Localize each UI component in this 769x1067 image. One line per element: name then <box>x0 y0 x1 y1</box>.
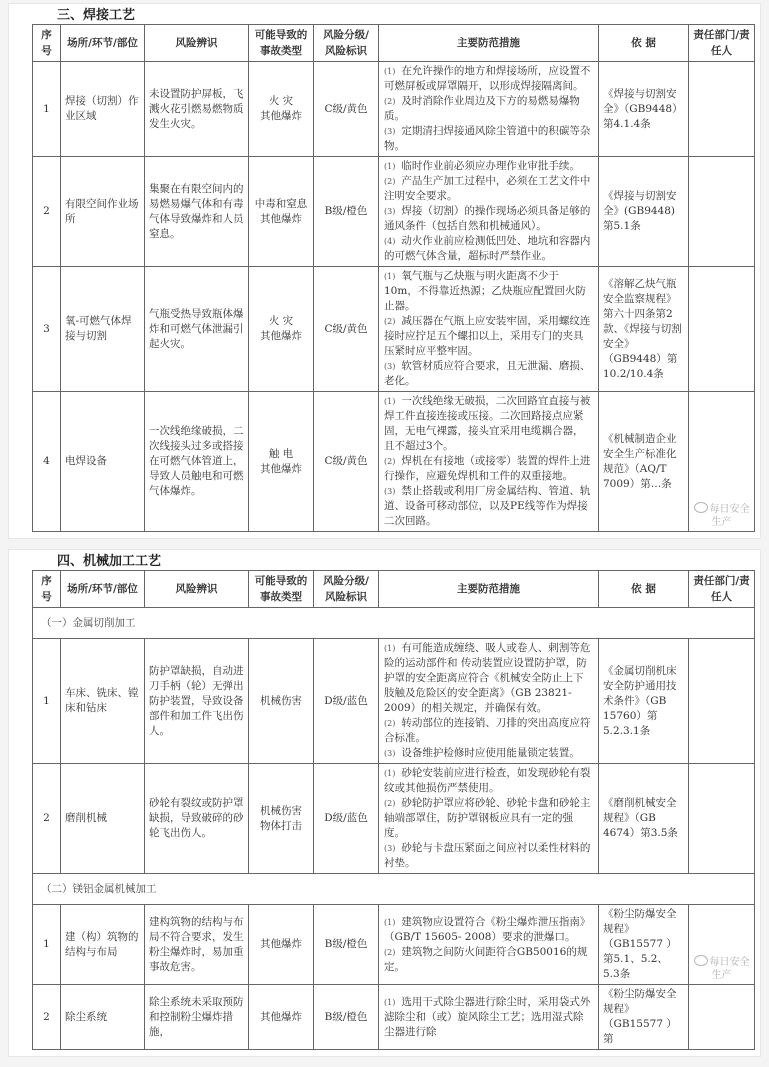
section-title: 三、焊接工艺 <box>57 8 136 23</box>
measure-number: (1) <box>384 162 396 171</box>
measures-cell <box>379 157 599 267</box>
basis-cell: 《粉尘防爆安全规程》（GB15577 ）第5.1、5.2、5.3条 <box>599 905 689 985</box>
measure-text: 减压器在气瓶上应安装牢固，采用螺纹连接时应拧足五个螺扣以上，采用专门的夹具压紧时应平整牢固。 <box>384 315 591 357</box>
basis-cell: 《磨削机械安全规程》（GB 4674）第3.5条 <box>599 764 689 874</box>
measure-item <box>384 915 593 945</box>
measures-cell <box>379 905 599 985</box>
basis-cell: 《金属切削机床安全防护通用技术条件》（GB 15760）第5.2.3.1条 <box>599 639 689 764</box>
owner-cell <box>689 267 755 392</box>
measure-text: 焊接（切割）的操作现场必须具备足够的通风条件（包括自然和机械通风）。 <box>384 205 591 232</box>
accident-cell: 中毒和窒息 其他爆炸 <box>249 157 314 267</box>
place-cell: 焊接（切割）作业区域 <box>61 62 145 157</box>
measure-item <box>384 945 593 975</box>
measure-text: 氧气瓶与乙炔瓶与明火距离不少于 10m，不得靠近热源；乙炔瓶应配置回火防止器。 <box>384 270 586 312</box>
measure-item <box>384 159 593 174</box>
risk-level-cell: D级/蓝色 <box>314 764 379 874</box>
watermark-text: 每日安全生产 <box>709 504 750 528</box>
header-owner: 责任部门/责任人 <box>689 25 755 62</box>
section-title: 四、机械加工工艺 <box>57 554 162 569</box>
measure-item <box>384 641 593 716</box>
measure-number: (2) <box>384 317 396 326</box>
measure-number: (3) <box>384 127 396 136</box>
risk-table-machining <box>32 570 755 1050</box>
measure-item <box>384 314 593 359</box>
measure-text: 及时消除作业周边及下方的易燃易爆物质。 <box>384 95 580 122</box>
measures-cell <box>379 639 599 764</box>
measure-number: (2) <box>384 177 396 186</box>
measure-number: (1) <box>384 272 396 281</box>
measure-text: 砂轮安装前应进行检查，如发现砂轮有裂纹或其他损伤严禁使用。 <box>384 767 591 794</box>
measures-cell <box>379 267 599 392</box>
measures-cell <box>379 392 599 532</box>
measure-item <box>384 124 593 154</box>
seq-cell: 1 <box>33 62 61 157</box>
accident-cell: 其他爆炸 <box>249 985 314 1050</box>
risk-level-cell: C级/黄色 <box>314 267 379 392</box>
basis-cell: 《焊接与切割安全》(GB9448)第5.1条 <box>599 157 689 267</box>
watermark <box>693 502 750 529</box>
header-seq: 序号 <box>33 25 61 62</box>
measure-number: (3) <box>384 207 396 216</box>
measure-item <box>384 841 593 871</box>
risk-level-cell: D级/蓝色 <box>314 639 379 764</box>
measure-item <box>384 204 593 234</box>
risk-cell: 砂轮有裂纹或防护罩缺损，导致破碎的砂轮飞出伤人。 <box>145 764 249 874</box>
place-cell: 除尘系统 <box>61 985 145 1050</box>
measure-item <box>384 796 593 841</box>
header-risk: 风险辨识 <box>145 25 249 62</box>
seq-cell: 1 <box>33 905 61 985</box>
measure-item <box>384 94 593 124</box>
accident-cell: 火 灾 其他爆炸 <box>249 267 314 392</box>
table-row <box>33 157 755 267</box>
measure-item <box>384 995 593 1040</box>
group-label: （二）镁铝金属机械加工 <box>33 874 755 905</box>
measure-number: (3) <box>384 487 396 496</box>
header-basis: 依 据 <box>599 571 689 608</box>
place-cell: 氧-可燃气体焊接与切割 <box>61 267 145 392</box>
accident-cell: 其他爆炸 <box>249 905 314 985</box>
risk-cell: 集聚在有限空间内的易燃易爆气体和有毒气体导致爆炸和人员窒息。 <box>145 157 249 267</box>
place-cell: 电焊设备 <box>61 392 145 532</box>
table-row <box>33 62 755 157</box>
risk-cell: 气瓶受热导致瓶体爆炸和可燃气体泄漏引起火灾。 <box>145 267 249 392</box>
seq-cell: 4 <box>33 392 61 532</box>
risk-level-cell: B级/橙色 <box>314 985 379 1050</box>
place-cell: 磨削机械 <box>61 764 145 874</box>
group-label: （一）金属切削加工 <box>33 608 755 639</box>
measure-number: (3) <box>384 749 396 758</box>
owner-cell <box>689 764 755 874</box>
header-level: 风险分级/风险标识 <box>314 25 379 62</box>
measures-cell <box>379 985 599 1050</box>
measure-number: (1) <box>384 397 396 406</box>
measure-text: 砂轮防护罩应将砂轮、砂轮卡盘和砂轮主轴端部罩住，防护罩钢板应具有一定的强度。 <box>384 797 591 839</box>
measure-number: (2) <box>384 719 396 728</box>
table-row <box>33 764 755 874</box>
seq-cell: 2 <box>33 985 61 1050</box>
measure-item <box>384 174 593 204</box>
measures-cell <box>379 764 599 874</box>
header-risk: 风险辨识 <box>145 571 249 608</box>
risk-table-welding <box>32 24 755 532</box>
header-place: 场所/环节/部位 <box>61 571 145 608</box>
measure-text: 设备维护检修时应使用能量锁定装置。 <box>401 747 580 759</box>
section-card-welding <box>8 3 761 539</box>
risk-level-cell: B级/橙色 <box>314 905 379 985</box>
measure-item <box>384 746 593 761</box>
measure-text: 定期清扫焊接通风除尘管道中的积碳等杂物。 <box>384 125 591 152</box>
section-card-machining <box>8 549 761 1057</box>
measure-text: 砂轮与卡盘压紧面之间应衬以柔性材料的衬垫。 <box>384 842 591 869</box>
measure-number: (1) <box>384 997 396 1007</box>
risk-level-cell: C级/黄色 <box>314 392 379 532</box>
measure-number: (1) <box>384 67 396 76</box>
seq-cell: 3 <box>33 267 61 392</box>
measure-number: (1) <box>384 917 396 927</box>
measure-item <box>384 716 593 746</box>
measures-cell <box>379 62 599 157</box>
measure-number: (3) <box>384 362 396 371</box>
place-cell: 建（构）筑物的结构与布局 <box>61 905 145 985</box>
group-row <box>33 874 755 905</box>
table-row <box>33 905 755 985</box>
measure-number: (2) <box>384 97 396 106</box>
watermark <box>693 955 750 982</box>
basis-cell: 《机械制造企业安全生产标准化规范》（AQ/T 7009）第…条 <box>599 392 689 532</box>
measure-text: 建筑物应设置符合《粉尘爆炸泄压指南》（GB/T 15605- 2008）要求的泄爆口。 <box>384 915 591 943</box>
risk-cell: 除尘系统未采取预防和控制粉尘爆炸措施， <box>145 985 249 1050</box>
measure-text: 建筑物之间防火间距符合GB50016的规定。 <box>384 945 588 973</box>
measure-item <box>384 269 593 314</box>
wechat-icon <box>694 502 708 513</box>
accident-cell: 机械伤害 <box>249 639 314 764</box>
header-accident: 可能导致的事故类型 <box>249 571 314 608</box>
measure-text: 转动部位的连接销、刀排的突出高度应符合标准。 <box>384 717 591 744</box>
owner-cell <box>689 639 755 764</box>
seq-cell: 2 <box>33 157 61 267</box>
risk-level-cell: B级/橙色 <box>314 157 379 267</box>
measure-text: 临时作业前必须应办理作业审批手续。 <box>401 160 580 172</box>
risk-cell: 一次线绝缘破损，二次线接头过多或搭接在可燃气体管道上，导致人员触电和可燃气体爆炸。 <box>145 392 249 532</box>
risk-cell: 建构筑物的结构与布局不符合要求，发生粉尘爆炸时，易加重事故危害。 <box>145 905 249 985</box>
owner-cell <box>689 985 755 1050</box>
table-row <box>33 267 755 392</box>
header-seq: 序号 <box>33 571 61 608</box>
header-row <box>33 25 755 62</box>
owner-cell <box>689 905 755 985</box>
table-row <box>33 985 755 1050</box>
seq-cell: 2 <box>33 764 61 874</box>
owner-cell <box>689 157 755 267</box>
measure-text: 在允许操作的地方和焊接场所，应设置不可燃屏板或屏罩隔开，以形成焊接隔离间。 <box>384 65 591 92</box>
measure-number: (3) <box>384 844 396 853</box>
measure-number: (1) <box>384 769 396 778</box>
measure-item <box>384 484 593 529</box>
measure-item <box>384 394 593 454</box>
basis-cell: 《溶解乙炔气瓶安全监察规程》第六十四条第2款、《焊接与切割安全》（GB9448）第10.2/10.4条 <box>599 267 689 392</box>
header-row <box>33 571 755 608</box>
accident-cell: 触 电 其他爆炸 <box>249 392 314 532</box>
header-owner: 责任部门/责任人 <box>689 571 755 608</box>
header-measures: 主要防范措施 <box>379 25 599 62</box>
measure-number: (4) <box>384 237 396 246</box>
table-row <box>33 639 755 764</box>
measure-text: 动火作业前应检测低凹处、地坑和容器内的可燃气体含量，超标时严禁作业。 <box>384 235 591 262</box>
basis-cell: 《焊接与切割安全》（GB9448）第4.1.4条 <box>599 62 689 157</box>
measure-text: 产品生产加工过程中，必须在工艺文件中注明安全要求。 <box>384 175 591 202</box>
measure-item <box>384 234 593 264</box>
measure-number: (2) <box>384 457 396 466</box>
group-row <box>33 608 755 639</box>
measure-number: (2) <box>384 947 396 957</box>
measure-number: (1) <box>384 644 396 653</box>
wechat-icon <box>694 955 708 966</box>
measure-text: 有可能造成缠绕、吸人或卷人、剌割等危险的运动部件和 传动装置应设置防护罩，防护罩的安全距离应符合《机械安全防止上下肢触及危险区的安全距离》（GB 23821-2009）的相关规定，并确保有效。 <box>384 642 591 714</box>
header-accident: 可能导致的事故类型 <box>249 25 314 62</box>
watermark-text: 每日安全生产 <box>709 957 750 981</box>
measure-text: 禁止搭载或利用厂房金属结构、管道、轨道、设备可移动部位，以及PE线等作为焊接二次回路。 <box>384 485 591 527</box>
place-cell: 有限空间作业场所 <box>61 157 145 267</box>
measure-item <box>384 454 593 484</box>
measure-number: (2) <box>384 799 396 808</box>
basis-cell: 《粉尘防爆安全规程》（GB15577 ）第 <box>599 985 689 1050</box>
measure-item <box>384 64 593 94</box>
risk-cell: 防护罩缺损，自动进刀手柄（轮）无弹出防护装置，导致设备部件和加工件飞出伤人。 <box>145 639 249 764</box>
risk-level-cell: C级/黄色 <box>314 62 379 157</box>
header-level: 风险分级/风险标识 <box>314 571 379 608</box>
header-place: 场所/环节/部位 <box>61 25 145 62</box>
table-row <box>33 392 755 532</box>
measure-item <box>384 766 593 796</box>
owner-cell <box>689 392 755 532</box>
accident-cell: 机械伤害 物体打击 <box>249 764 314 874</box>
owner-cell <box>689 62 755 157</box>
measure-text: 一次线绝缘无破损，二次回路宜直接与被焊工件直接连接或压接。二次回路接点应紧固，无电气裸露，接头宜采用电缆耦合器，且不超过3个。 <box>384 395 591 452</box>
measure-text: 选用干式除尘器进行除尘时，采用袋式外滤除尘和（或）旋风除尘工艺；选用湿式除尘器进行除 <box>384 995 591 1038</box>
measure-text: 软管材质应符合要求，且无泄漏、磨损、老化。 <box>384 360 591 387</box>
risk-cell: 未设置防护屏板，飞溅火花引燃易燃物质发生火灾。 <box>145 62 249 157</box>
seq-cell: 1 <box>33 639 61 764</box>
header-measures: 主要防范措施 <box>379 571 599 608</box>
place-cell: 车床、铣床、镗床和钻床 <box>61 639 145 764</box>
header-basis: 依 据 <box>599 25 689 62</box>
accident-cell: 火 灾 其他爆炸 <box>249 62 314 157</box>
measure-item <box>384 359 593 389</box>
measure-text: 焊机在有接地（或接零）装置的焊件上进行操作，应避免焊机和工件的双重接地。 <box>384 455 591 482</box>
